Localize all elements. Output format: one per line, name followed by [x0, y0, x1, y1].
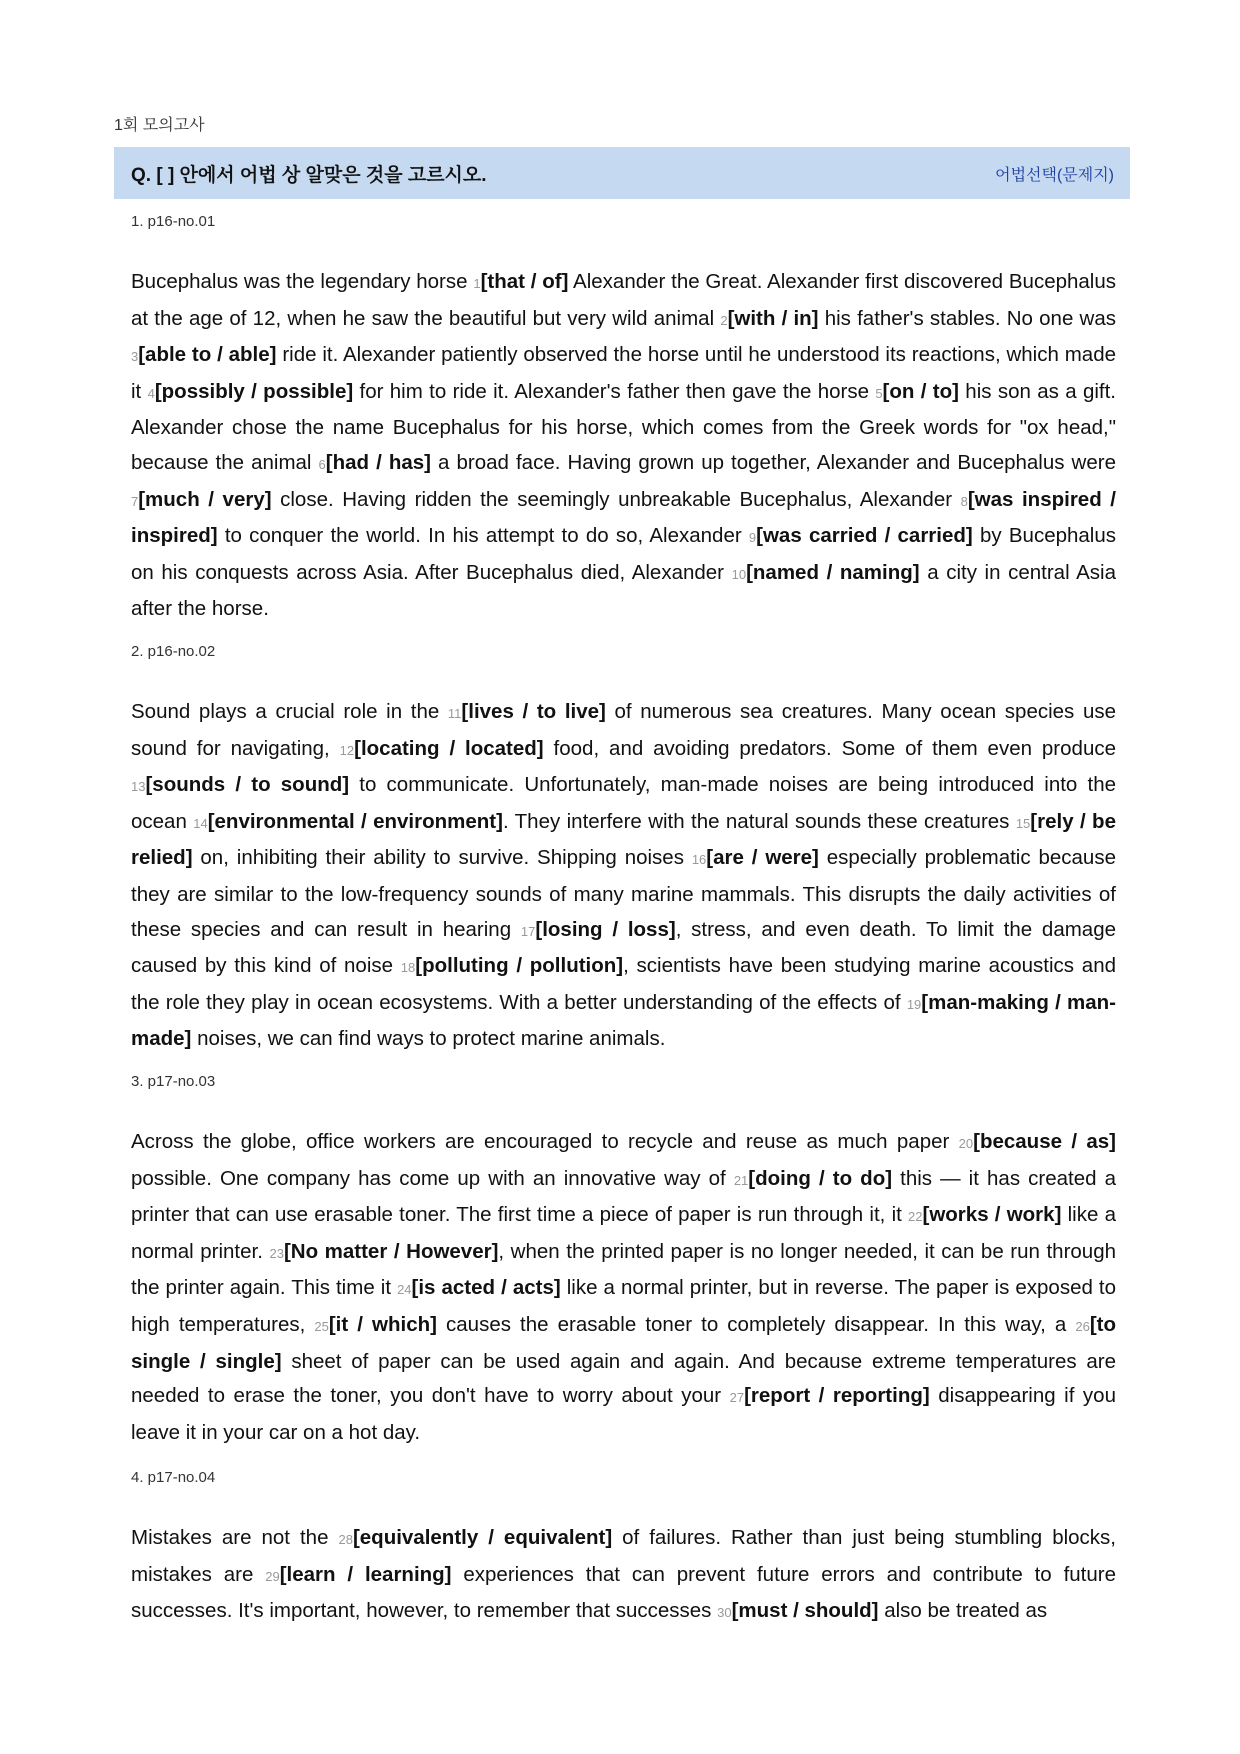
grammar-choice: [with / in] — [727, 306, 819, 330]
question-number: 20 — [958, 1136, 974, 1151]
question-number: 23 — [269, 1245, 284, 1261]
passage-label: 3. p17-no.03 — [131, 1073, 216, 1090]
passage-text — [131, 1125, 1116, 1450]
passage-text-run: noises, we can find ways to protect marine animals. — [191, 1027, 666, 1051]
passage-text-run: , scientists have been studying marine acoustics and the role they play in ocean ecosystems. With a better understanding of the effects of — [131, 954, 1116, 1014]
passage-text-run: also be treated as — [878, 1599, 1048, 1623]
grammar-choice: [doing / to do] — [748, 1166, 893, 1190]
question-number: 17 — [520, 923, 536, 939]
question-instruction: Q. [ ] 안에서 어법 상 알맞은 것을 고르시오. — [131, 164, 487, 186]
question-number: 10 — [731, 566, 747, 582]
passage-item — [131, 211, 1116, 627]
question-number: 2 — [720, 312, 728, 328]
grammar-choice: [it / which] — [328, 1312, 437, 1336]
question-banner — [114, 147, 1130, 199]
question-number: 22 — [908, 1209, 923, 1225]
grammar-choice: [that / of] — [480, 270, 569, 293]
grammar-choice: [to single / single] — [131, 1312, 1116, 1373]
grammar-choice: [locating / located] — [354, 736, 544, 760]
passage-text-run: ride it. Alexander patiently observed the horse until he understood its reactions, which made it — [131, 343, 1116, 403]
grammar-choice: [report / reporting] — [744, 1384, 930, 1408]
passage-text — [131, 265, 1116, 627]
passage-text-run: Alexander the Great. Alexander first discovered Bucephalus at the age of 12, when he saw the beautiful but very wild animal — [131, 270, 1116, 330]
passage-text-run: of numerous sea creatures. Many ocean species use sound for navigating, — [131, 700, 1116, 760]
passage-text-run: , when the printed paper is no longer needed, it can be run through the printer again. This time it — [131, 1239, 1116, 1300]
question-number: 19 — [906, 996, 922, 1012]
grammar-choice: [was carried / carried] — [756, 524, 973, 548]
grammar-choice: [must / should] — [731, 1599, 879, 1623]
question-number: 12 — [339, 742, 355, 758]
passage-text-run: food, and avoiding predators. Some of them even produce — [543, 736, 1116, 760]
page-label: 1회 모의고사 — [114, 117, 205, 134]
grammar-choice: [because / as] — [973, 1130, 1116, 1153]
passage-text-run: Across the globe, office workers are encouraged to recycle and reuse as much paper — [131, 1130, 959, 1153]
grammar-choice: [rely / be relied] — [131, 809, 1116, 870]
passage-text — [131, 695, 1116, 1057]
passage-item — [131, 1467, 1116, 1631]
grammar-choice: [No matter / However] — [283, 1239, 499, 1263]
grammar-choice: [is acted / acts] — [411, 1276, 561, 1300]
grammar-choice: [polluting / pollution] — [415, 954, 624, 978]
passage-text-run: by Bucephalus on his conquests across Asia. After Bucephalus died, Alexander — [131, 524, 1116, 584]
grammar-choice: [works / work] — [922, 1203, 1062, 1227]
passage-text-run: for him to ride it. Alexander's father then gave the horse — [353, 379, 876, 403]
passage-text-run: this — it has created a printer that can use erasable toner. The first time a piece of paper is run through it, it — [131, 1166, 1116, 1227]
question-number: 5 — [875, 385, 883, 401]
grammar-choice: [environmental / environment] — [207, 809, 503, 833]
grammar-choice: [equivalently / equivalent] — [352, 1526, 613, 1549]
grammar-choice: [lives / to live] — [461, 700, 606, 723]
grammar-choice: [able to / able] — [138, 343, 277, 367]
passage-text — [131, 1521, 1116, 1631]
passage-label: 4. p17-no.04 — [131, 1469, 216, 1486]
passage-item — [131, 641, 1116, 1057]
passage-text-run: especially problematic because they are similar to the low-frequency sounds of many marine mammals. This disrupts the daily activities of these species and can result in hearing — [131, 846, 1116, 941]
passage-label: 2. p16-no.02 — [131, 643, 216, 660]
question-number: 26 — [1075, 1318, 1090, 1334]
passage-text-run: Bucephalus was the legendary horse — [131, 270, 474, 293]
grammar-choice: [sounds / to sound] — [145, 773, 350, 797]
question-number: 25 — [314, 1318, 329, 1334]
passage-text-run: his father's stables. No one was — [818, 306, 1116, 330]
passage-item — [131, 1071, 1116, 1450]
grammar-choice: [learn / learning] — [279, 1562, 452, 1586]
passage-text-run: , stress, and even death. To limit the damage caused by this kind of noise — [131, 917, 1117, 978]
question-number: 4 — [147, 385, 155, 401]
passage-text-run: sheet of paper can be used again and again. And because extreme temperatures are needed to erase the toner, you don't have to worry about your — [131, 1349, 1117, 1408]
question-number: 14 — [193, 815, 208, 831]
grammar-choice: [possibly / possible] — [154, 379, 354, 403]
question-number: 24 — [397, 1282, 412, 1298]
grammar-choice: [much / very] — [138, 487, 272, 511]
question-number: 21 — [733, 1172, 749, 1188]
passage-text-run: possible. One company has come up with an innovative way of — [131, 1166, 734, 1190]
question-number: 1 — [473, 276, 481, 291]
question-number: 3 — [131, 349, 139, 365]
question-number: 30 — [717, 1605, 732, 1621]
passage-text-run: experiences that can prevent future errors and contribute to future successes. It's important, however, to remember that successes — [131, 1562, 1116, 1623]
question-number: 15 — [1015, 815, 1031, 831]
question-number: 28 — [338, 1532, 353, 1547]
question-number: 16 — [691, 852, 707, 868]
passage-text-run: of failures. Rather than just being stumbling blocks, mistakes are — [131, 1526, 1116, 1586]
grammar-choice: [are / were] — [706, 846, 819, 870]
passage-label: 1. p16-no.01 — [131, 213, 216, 230]
passage-text-run: a city in central Asia after the horse. — [131, 560, 1116, 621]
grammar-choice: [man-making / man-made] — [131, 990, 1117, 1051]
question-number: 18 — [400, 960, 416, 976]
question-number: 29 — [265, 1568, 280, 1584]
question-number: 13 — [131, 779, 146, 795]
question-number: 7 — [131, 493, 139, 509]
passage-text-run: to conquer the world. In his attempt to do so, Alexander — [217, 524, 749, 548]
passage-text-run: like a normal printer. — [131, 1203, 1117, 1263]
question-number: 11 — [447, 706, 462, 721]
passage-text-run: his son as a gift. Alexander chose the name Bucephalus for his horse, which comes from the Greek words for "ox head," because the animal — [131, 379, 1117, 474]
passage-text-run: close. Having ridden the seemingly unbreakable Bucephalus, Alexander — [271, 487, 961, 511]
passage-text-run: like a normal printer, but in reverse. The paper is exposed to high temperatures, — [131, 1276, 1117, 1336]
question-type-tag: 어법선택(문제지) — [995, 166, 1114, 184]
passage-text-run: causes the erasable toner to completely disappear. In this way, a — [436, 1312, 1076, 1336]
passage-text-run: on, inhibiting their ability to survive. Shipping noises — [192, 846, 692, 870]
passage-text-run: disappearing if you leave it in your car on a hot day. — [131, 1384, 1116, 1444]
question-number: 8 — [960, 493, 968, 509]
passage-text-run: a broad face. Having grown up together, Alexander and Bucephalus were — [431, 450, 1116, 474]
grammar-choice: [on / to] — [882, 379, 959, 403]
grammar-choice: [named / naming] — [746, 560, 920, 584]
grammar-choice: [had / has] — [325, 450, 431, 474]
question-number: 6 — [318, 456, 326, 472]
passage-text-run: . They interfere with the natural sounds these creatures — [502, 809, 1016, 833]
passage-text-run: Mistakes are not the — [131, 1526, 339, 1549]
question-number: 27 — [729, 1390, 745, 1406]
grammar-choice: [was inspired / inspired] — [131, 487, 1116, 548]
passage-text-run: Sound plays a crucial role in the — [131, 700, 448, 723]
grammar-choice: [losing / loss] — [535, 917, 676, 941]
passage-text-run: to communicate. Unfortunately, man-made noises are being introduced into the ocean — [131, 773, 1116, 833]
question-number: 9 — [748, 530, 757, 546]
